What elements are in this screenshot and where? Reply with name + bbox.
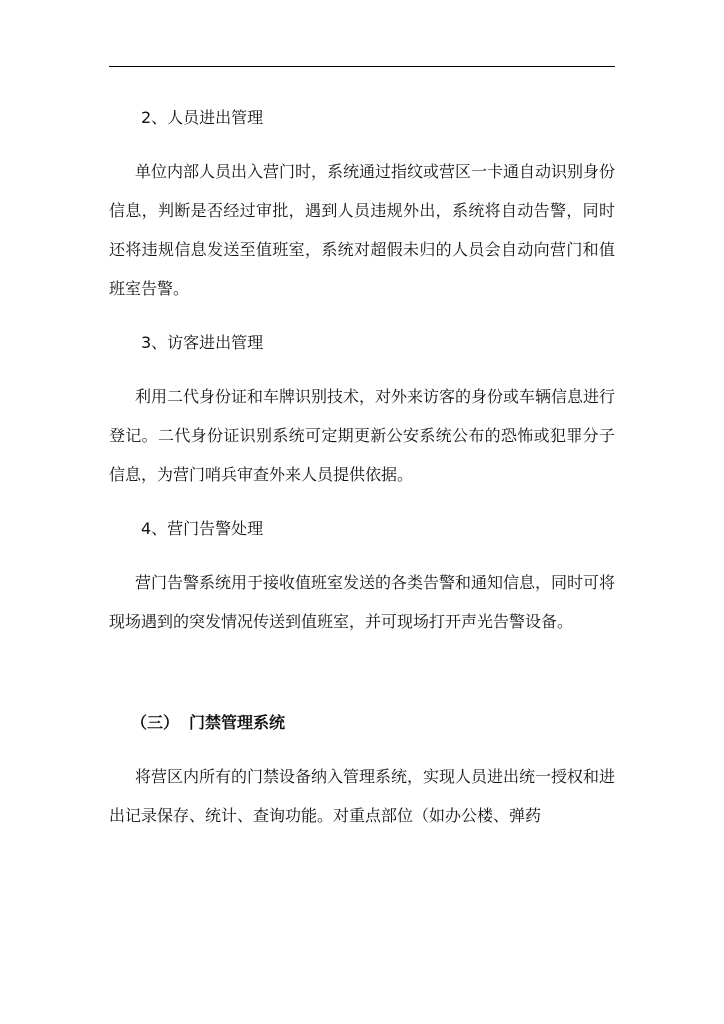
paragraph-personnel-access: 单位内部人员出入营门时，系统通过指纹或营区一卡通自动识别身份信息，判断是否经过审批，遇到人员违规外出，系统将自动告警，同时还将违规信息发送至值班室，系统对超假未归的人员会自动向营门和值班室告警。 [109,162,616,298]
subheading-personnel-access: 2、人员进出管理 [141,108,264,127]
paragraph-visitor-access: 利用二代身份证和车牌识别技术，对外来访客的身份或车辆信息进行登记。二代身份证识别系统可定期更新公安系统公布的恐怖或犯罪分子信息，为营门哨兵审查外来人员提供依据。 [109,387,616,484]
subheading-gate-alarm: 4、营门告警处理 [141,519,264,538]
document-body [109,98,615,850]
subheading-visitor-access: 3、访客进出管理 [141,333,264,352]
section-number: （三） [131,713,180,732]
paragraph-gate-alarm: 营门告警系统用于接收值班室发送的各类告警和通知信息，同时可将现场遇到的突发情况传送到值班室，并可现场打开声光告警设备。 [109,573,616,631]
section-heading-access-control [109,703,615,742]
paragraph-access-control: 将营区内所有的门禁设备纳入管理系统，实现人员进出统一授权和进出记录保存、统计、查询功能。对重点部位（如办公楼、弹药 [109,767,616,825]
header-rule [109,66,615,67]
section-title: 门禁管理系统 [189,713,286,732]
